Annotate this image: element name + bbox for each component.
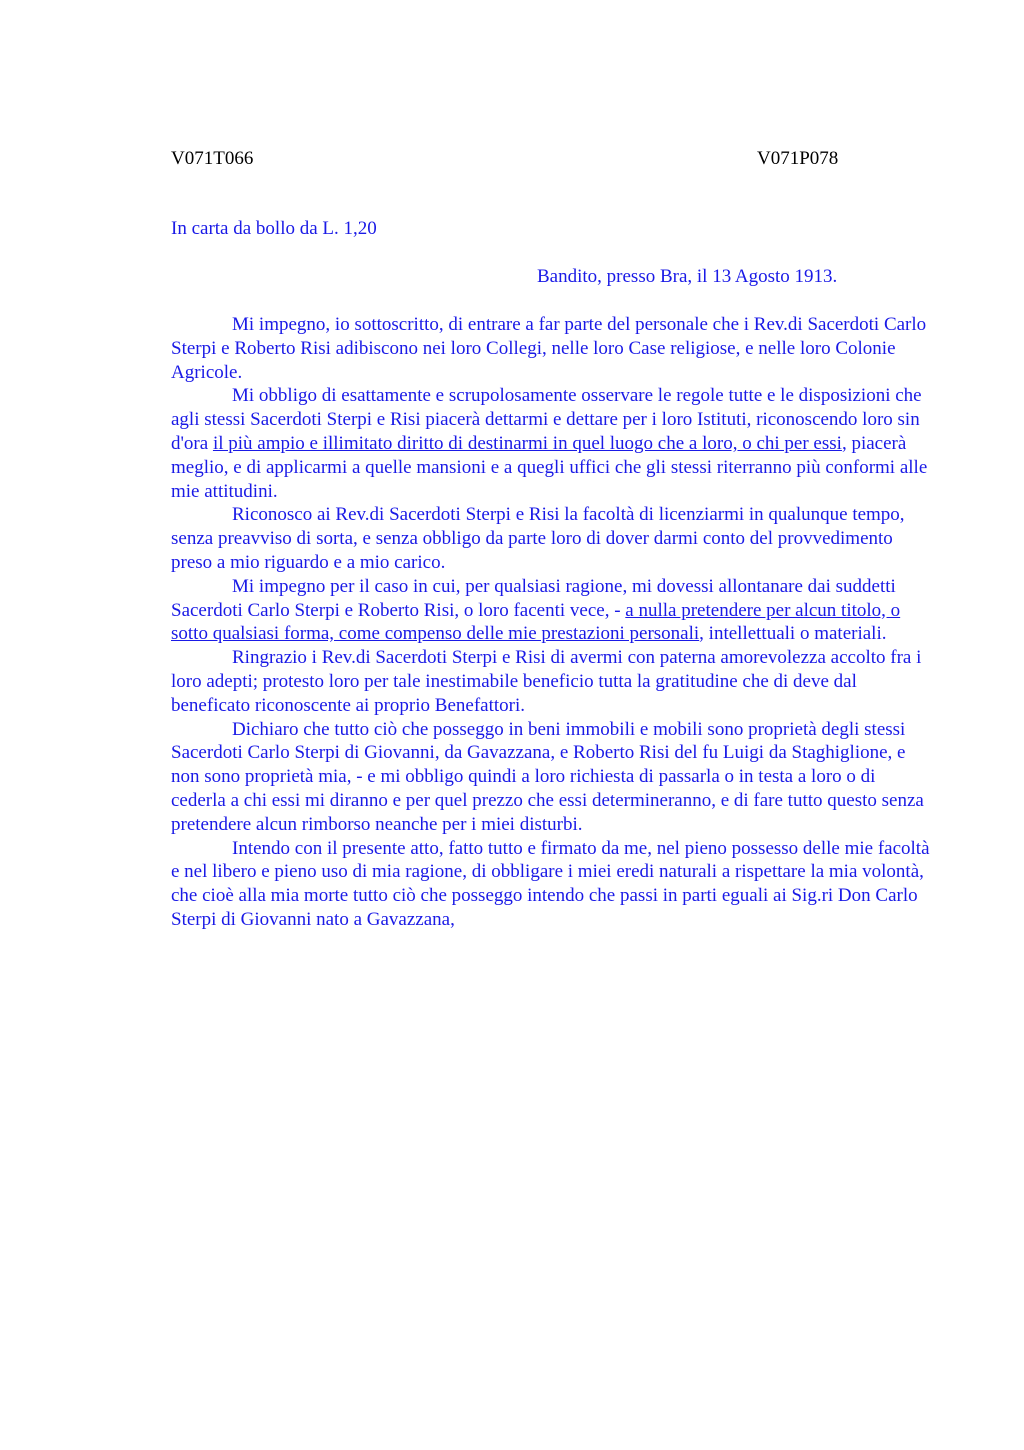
- paragraph-4-text-start: Mi impegno per il caso in cui, per qualsiasi ragione, mi dovessi allontanare dai suddetti Sacerdoti Carlo Sterpi e Roberto Risi, o loro facenti vece, -: [171, 575, 896, 621]
- document-code-left: V071T066: [171, 148, 254, 169]
- paragraph-2-text-end: , piacerà meglio, e di applicarmi a quelle mansioni e a quegli uffici che gli stessi riterranno più conformi alle mie attitudini.: [171, 432, 928, 502]
- stamp-paper-note: In carta da bollo da L. 1,20: [171, 218, 377, 239]
- paragraph-3-text: Riconosco ai Rev.di Sacerdoti Sterpi e Risi la facoltà di licenziarmi in qualunque tempo, senza preavviso di sorta, e senza obbligo da parte loro di dover darmi conto del provvedimento preso a mio riguardo e a mio carico.: [171, 504, 905, 573]
- paragraph-2-text-start: Mi obbligo di esattamente e scrupolosamente osservare le regole tutte e le disposizioni che agli stessi Sacerdoti Sterpi e Risi piacerà dettarmi e dettare per i loro Istituti, riconoscendo loro sin d'ora: [171, 385, 922, 454]
- paragraph-6-text: Dichiaro che tutto ciò che posseggo in beni immobili e mobili sono proprietà degli stessi Sacerdoti Carlo Sterpi di Giovanni, da Gavazzana, e Roberto Risi del fu Luigi da Staghiglione, e non sono proprietà mia, - e mi obbligo quindi a loro richiesta di passarla o in testa a loro o di cederla a chi essi mi diranno e per quel prezzo che essi determineranno, e di fare tutto questo senza pretendere alcun rimborso neanche per i miei disturbi.: [171, 718, 924, 835]
- paragraph-5-text: Ringrazio i Rev.di Sacerdoti Sterpi e Risi di avermi con paterna amorevolezza accolto fra i loro adepti; protesto loro per tale inestimabile beneficio tutta la gratitudine che di deve dal beneficato riconoscente ai proprio Benefattori.: [171, 647, 922, 716]
- paragraph-4: [171, 575, 931, 646]
- paragraph-2: [171, 384, 931, 503]
- paragraph-6: [171, 718, 931, 837]
- paragraph-1-text: Mi impegno, io sottoscritto, di entrare a far parte del personale che i Rev.di Sacerdoti Carlo Sterpi e Roberto Risi adibiscono nei loro Collegi, nelle loro Case religiose, e nelle loro Colonie Agricole.: [171, 314, 927, 383]
- place-date-line: Bandito, presso Bra, il 13 Agosto 1913.: [537, 266, 838, 287]
- document-code-right: V071P078: [757, 148, 839, 169]
- paragraph-2-underlined: il più ampio e illimitato diritto di destinarmi in quel luogo che a loro, o chi per essi: [212, 432, 842, 454]
- paragraph-3: [171, 503, 931, 574]
- paragraph-7-text: Intendo con il presente atto, fatto tutto e firmato da me, nel pieno possesso delle mie facoltà e nel libero e pieno uso di mia ragione, di obbligare i miei eredi naturali a rispettare la mia volontà, che cioè alla mia morte tutto ciò che posseggo intendo che passi in parti eguali ai Sig.ri Don Carlo Sterpi di Giovanni nato a Gavazzana,: [171, 837, 930, 930]
- document-body: [171, 313, 931, 932]
- paragraph-4-underlined: a nulla pretendere per alcun titolo, o sotto qualsiasi forma, come compenso delle mie prestazioni personali: [171, 599, 901, 645]
- paragraph-4-text-end: , intellettuali o materiali.: [699, 623, 887, 645]
- paragraph-5: [171, 646, 931, 717]
- paragraph-7: [171, 837, 931, 932]
- paragraph-1: [171, 313, 931, 384]
